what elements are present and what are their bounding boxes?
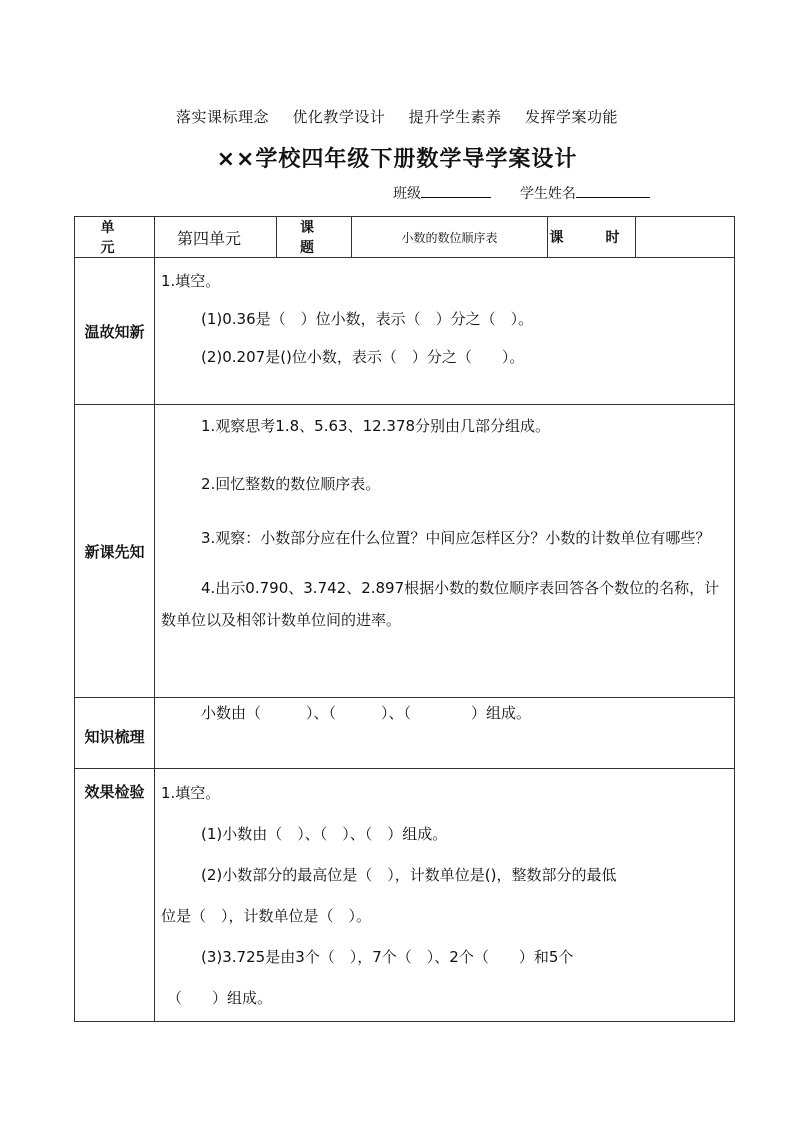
check-line-3: (2)小数部分的最高位是（ ），计数单位是()，整数部分的最低 <box>201 866 617 884</box>
slogan-3: 提升学生素养 <box>408 108 502 126</box>
period-value[interactable] <box>636 217 735 258</box>
class-blank[interactable] <box>421 183 491 198</box>
unit-label: 单 元 <box>75 217 155 258</box>
summary-label: 知识梳理 <box>75 698 155 769</box>
student-name-label: 学生姓名 <box>519 186 576 202</box>
check-line-6: （ ）组成。 <box>167 989 273 1007</box>
lesson-table <box>74 216 735 1022</box>
preview-item-3: 3.观察：小数部分应在什么位置？中间应怎样区分？小数的计数单位有哪些？ <box>201 529 711 547</box>
slogan-4: 发挥学案功能 <box>524 108 618 126</box>
check-content <box>155 769 735 1022</box>
preview-label: 新课先知 <box>75 405 155 698</box>
header-row <box>75 217 735 258</box>
review-row <box>75 258 735 405</box>
class-label: 班级 <box>393 186 421 202</box>
review-label: 温故知新 <box>75 258 155 405</box>
student-info <box>393 183 650 203</box>
preview-item-4: 4.出示0.790、3.742、2.897根据小数的数位顺序表回答各个数位的名称，计数单位以及相邻计数单位间的进率。 <box>161 579 720 629</box>
check-line-1: 1.填空。 <box>161 784 221 802</box>
summary-line: 小数由（ ）、（ ）、（ ）组成。 <box>201 704 532 722</box>
slogan-2: 优化教学设计 <box>292 108 386 126</box>
page-title: ××学校四年级下册数学导学案设计 <box>216 147 578 172</box>
unit-value: 第四单元 <box>155 217 277 258</box>
review-content <box>155 258 735 405</box>
review-line-1: 1.填空。 <box>161 272 221 290</box>
student-name-blank[interactable] <box>576 183 650 198</box>
preview-item-1: 1.观察思考1.8、5.63、12.378分别由几部分组成。 <box>201 417 551 435</box>
topic-label: 课 题 <box>277 217 352 258</box>
check-row <box>75 769 735 1022</box>
check-line-5: (3)3.725是由3个（ ），7个（ ）、2个（ ）和5个 <box>201 948 574 966</box>
preview-item-2: 2.回忆整数的数位顺序表。 <box>201 475 381 493</box>
review-line-2: (1)0.36是（ ）位小数，表示（ ）分之（ ）。 <box>201 310 534 328</box>
summary-row <box>75 698 735 769</box>
slogan-line <box>0 106 794 127</box>
check-label: 效果检验 <box>75 769 155 1022</box>
period-label: 课 时 <box>548 217 636 258</box>
slogan-1: 落实课标理念 <box>176 108 270 126</box>
summary-content <box>155 698 735 769</box>
check-line-2: (1)小数由（ ）、（ ）、（ ）组成。 <box>201 825 448 843</box>
preview-content <box>155 405 735 698</box>
preview-row <box>75 405 735 698</box>
review-line-3: (2)0.207是()位小数，表示（ ）分之（ ）。 <box>201 348 525 366</box>
check-line-4: 位是（ ），计数单位是（ ）。 <box>161 907 372 925</box>
topic-value: 小数的数位顺序表 <box>352 217 548 258</box>
